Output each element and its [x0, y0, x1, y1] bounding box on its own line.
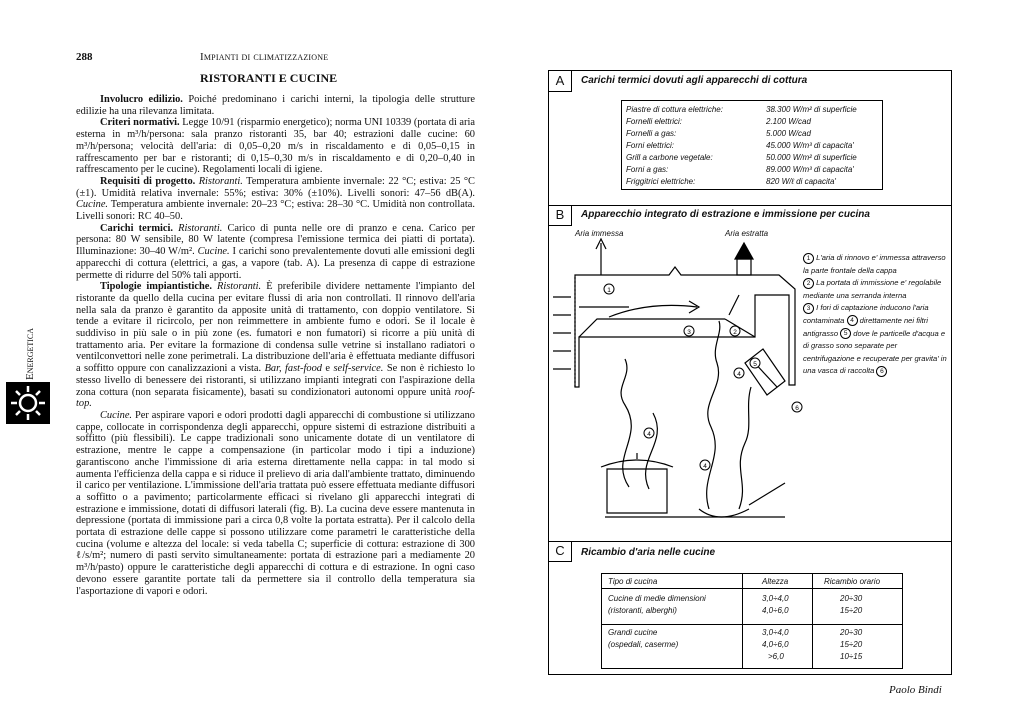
table-a-label: Fornelli a gas:: [626, 129, 677, 138]
table-a-label: Forni elettrici:: [626, 141, 675, 150]
legend-number: 6: [876, 366, 887, 377]
divider: [549, 541, 951, 542]
svg-text:4: 4: [703, 463, 707, 470]
table-c-cell: Cucine di medie dimensioni: [608, 594, 706, 603]
legend-text: L'aria di rinnovo e' immessa attraverso la parte frontale della cappa: [803, 253, 946, 275]
para-italic: Cucine.: [197, 246, 230, 258]
paragraph-requisiti: [76, 176, 475, 223]
paragraph-tipologie: [76, 281, 475, 410]
table-c-rule: [602, 624, 902, 625]
section-letter-c: C: [549, 541, 572, 562]
section-letter-a: A: [549, 71, 572, 92]
legend-item-1: [803, 252, 948, 277]
page-number: 288: [76, 51, 93, 63]
running-head: Impianti di climatizzazione: [200, 51, 329, 63]
svg-text:1: 1: [607, 287, 611, 294]
legend-number: 2: [803, 278, 814, 289]
para-italic: Cucine.: [76, 199, 109, 211]
para-text: Carico di punta nelle ore di pranzo e cena. Carico per persona: 80 W sensibile, 80 W latente (compresa l'emissione termica dei piatti di portata). Illuminazione: 30–40 W/m².: [76, 222, 475, 258]
legend-item-3: [803, 302, 948, 378]
table-c-rule: [602, 588, 902, 589]
para-text: Se non è richiesto lo stesso livello di benessere dei ristoranti, si utilizzano impianti integrati con l'aspirazione della zona cottura (non separata fisicamente), basati su condizionatori autonomi oppure unità: [76, 363, 475, 398]
table-a-label: Friggitrici elettriche:: [626, 177, 696, 186]
table-c-cell: 3,0÷4,0: [762, 594, 789, 603]
para-heading: Tipologie impiantistiche.: [100, 281, 212, 293]
legend-number: 5: [840, 328, 851, 339]
table-a-value: 50.000 W/m² di superficie: [766, 153, 857, 162]
table-c-cell: 3,0÷4,0: [762, 628, 789, 637]
section-letter-b: B: [549, 205, 572, 226]
svg-text:4: 4: [647, 431, 651, 438]
legend-number: 1: [803, 253, 814, 264]
table-c-cell: >6,0: [768, 652, 784, 661]
table-a-label: Forni a gas:: [626, 165, 669, 174]
table-a-value: 89.000 W/m³ di capacita': [766, 165, 854, 174]
para-italic: self-service.: [333, 363, 384, 375]
legend-item-2: [803, 277, 948, 302]
table-a-label: Fornelli elettrici:: [626, 117, 683, 126]
paragraph-cucine: [76, 410, 475, 597]
section-title: RISTORANTI E CUCINE: [200, 71, 338, 85]
author: Paolo Bindi: [889, 684, 942, 696]
table-a: [621, 100, 883, 190]
legend-number: 4: [847, 315, 858, 326]
table-c-rule: [742, 574, 743, 668]
para-text: Temperatura ambiente invernale: 22 °C; estiva: 25 °C (±1). Umidità relativa invernale: 55%; estiva: 30% (±10%). Livelli sonori: 47–56 dB(A).: [76, 175, 475, 199]
para-text: I carichi sono prevalentemente dovuti alle emissioni degli apparecchi di cottura (elettrici, a gas, a vapore (tab. A). La presenza di cappe di estrazione permette di ridurre del 50% tali apporti.: [76, 246, 475, 281]
table-c-cell: 10÷15: [840, 652, 863, 661]
body-text: [76, 94, 475, 597]
sun-icon: [6, 382, 50, 424]
section-b-title: Apparecchio integrato di estrazione e immissione per cucina: [581, 209, 870, 220]
table-c-cell: (ristoranti, alberghi): [608, 606, 677, 615]
table-c-header: Tipo di cucina: [608, 577, 658, 586]
para-italic: roof-top.: [76, 386, 475, 410]
table-a-label: Piastre di cottura elettriche:: [626, 105, 723, 114]
para-text: Per aspirare vapori e odori prodotti dagli apparecchi di combustione si utilizzano cappe, collocate in corrispondenza degli apparecchi, oppure sistemi di estrazione distribuiti a soffitto (più flessibili). Le cappe tradizionali sono unicamente dotate di un ventilatore di estrazione, mentre le cappe a compensazione (in particolar modo i tipi a induzione) garantiscono anche l'immissione di aria esterna direttamente nella cappa: in tal modo si aumenta l'efficienza della cappa e si riduce il prelievo di aria dall'ambiente trattato, diminuendo il carico per ventilazione. L'immissione dell'aria trattata può essere effettuata mediante diffusori a soffitto o a pavimento; particolarmente efficaci si rivelano gli apparecchi integrati di estrazione e immissione, dotati di diffusori laterali (fig. B). La cucina deve essere mantenuta in depressione (portata di immissione pari a circa 0,8 volte la portata estratta). Per il calcolo della portata di estrazione delle cappe si possono utilizzare come parametri le caratteristiche della cucina (volume e altezza del locale: si veda tabella C; superficie di cottura: estrazione di 300 ℓ/s/m²; numero di pasti servito simultaneamente: portata di estrazione pari a mediamente 20 m³/h/pasto) oppure le caratteristiche degli apparecchi di cottura e di estrazione. In ogni caso devono essere garantite portate tali da permettere sia il controllo della temperatura sia l'asportazione di vapori e odori.: [76, 409, 475, 597]
paragraph-involucro: [76, 94, 475, 117]
legend-text: dove le particelle d'acqua e di grasso sono separate per centrifugazione e recuperate per gravita' in una vasca di raccolta: [803, 328, 947, 376]
svg-text:5: 5: [753, 361, 757, 368]
table-c-cell: 15÷20: [840, 606, 863, 615]
table-a-label: Grill a carbone vegetale:: [626, 153, 713, 162]
para-italic: Ristoranti.: [198, 175, 243, 187]
table-a-value: 2.100 W/cad: [766, 117, 811, 126]
divider: [549, 205, 951, 206]
hood-diagram: [549, 237, 805, 519]
para-text: Legge 10/91 (risparmio energetico); norma UNI 10339 (portata di aria esterna in m³/h/persona: sala pranzo ristoranti 35, bar 40; estrazioni dalle cucine: 60 m³/h/persona; velocità dell'aria: di 0,05–0,20 m/s in riscaldamento e di 0,05–0,15 in raffrescamento per bar e ristoranti; di 0,15–0,30 m/s in riscaldamento e di 0,20–0,40 in raffrescamento per le cucine). Regolamenti locali di igiene.: [76, 117, 476, 176]
para-heading: Requisiti di progetto.: [100, 175, 196, 187]
table-c-cell: Grandi cucine: [608, 628, 658, 637]
table-c-cell: (ospedali, caserme): [608, 640, 679, 649]
para-italic: Bar, fast-food: [264, 363, 322, 375]
para-text: È preferibile dividere nettamente l'impianto del ristorante da quello della cucina per evitare flussi di aria non controllati. Il rinnovo dell'aria nella sala da pranzo è garantito da apposite unità di trattamento, con doppio ventilatore. Si tende a evitare il ricircolo, per non reimmettere in ambiente fumo e odori. Se il locale è suddiviso in più sale o in più zone (es. fumatori e non fumatori) si ricorre a più unità di trattamento aria. Per evitare la formazione di condensa sulle vetrine si installano radiatori o ventilconvettori nelle zone perimetrali. La distribuzione dell'aria è effettuata mediante diffusori a soffitto oppure con canalizzazioni a vista.: [76, 281, 475, 375]
legend-b: [803, 252, 948, 378]
legend-text: La portata di immissione e' regolabile mediante una serranda interna: [803, 278, 942, 300]
para-text: Poiché predominano i carichi interni, la tipologia delle strutture edilizie ha una rilevanza limitata.: [76, 94, 475, 117]
table-c-header: Ricambio orario: [824, 577, 881, 586]
figure-panel: [548, 70, 952, 675]
para-italic: Ristoranti.: [178, 222, 223, 234]
table-a-value: 5.000 W/cad: [766, 129, 811, 138]
table-c-cell: 4,0÷6,0: [762, 640, 789, 649]
paragraph-criteri: [76, 117, 475, 176]
table-c-rule: [812, 574, 813, 668]
table-a-value: 38.300 W/m² di superficie: [766, 105, 857, 114]
legend-text: direttamente nei filtri antigrasso: [803, 315, 928, 338]
table-c-cell: 4,0÷6,0: [762, 606, 789, 615]
para-italic: Ristoranti.: [216, 281, 262, 293]
table-c-cell: 20÷30: [840, 594, 863, 603]
label-air-in: Aria immessa: [575, 229, 624, 238]
paragraph-carichi: [76, 223, 475, 282]
legend-text: I fori di captazione inducono l'aria contaminata: [803, 303, 929, 325]
section-a-title: Carichi termici dovuti agli apparecchi di cottura: [581, 75, 808, 86]
table-a-value: 820 W/ℓ di capacita': [766, 177, 836, 186]
section-c-title: Ricambio d'aria nelle cucine: [581, 547, 716, 558]
svg-text:3: 3: [687, 329, 691, 336]
para-italic: Cucine.: [100, 409, 133, 421]
legend-number: 3: [803, 303, 814, 314]
para-text: e: [321, 363, 334, 375]
table-c-header: Altezza: [762, 577, 789, 586]
table-a-value: 45.000 W/m³ di capacita': [766, 141, 854, 150]
table-c-cell: 15÷20: [840, 640, 863, 649]
svg-text:2: 2: [733, 329, 737, 336]
para-heading: Criteri normativi.: [100, 117, 180, 129]
svg-text:4: 4: [737, 371, 741, 378]
table-c-cell: 20÷30: [840, 628, 863, 637]
para-text: Temperatura ambiente invernale: 20–23 °C; estiva: 28–30 °C. Umidità non controllata. Livelli sonori: RC 40–50.: [76, 199, 475, 223]
table-c: [601, 573, 903, 669]
svg-text:6: 6: [795, 405, 799, 412]
para-heading: Involucro edilizio.: [100, 94, 183, 105]
para-heading: Carichi termici.: [100, 222, 173, 234]
label-air-out: Aria estratta: [725, 229, 769, 238]
side-label: Energetica: [24, 327, 36, 380]
